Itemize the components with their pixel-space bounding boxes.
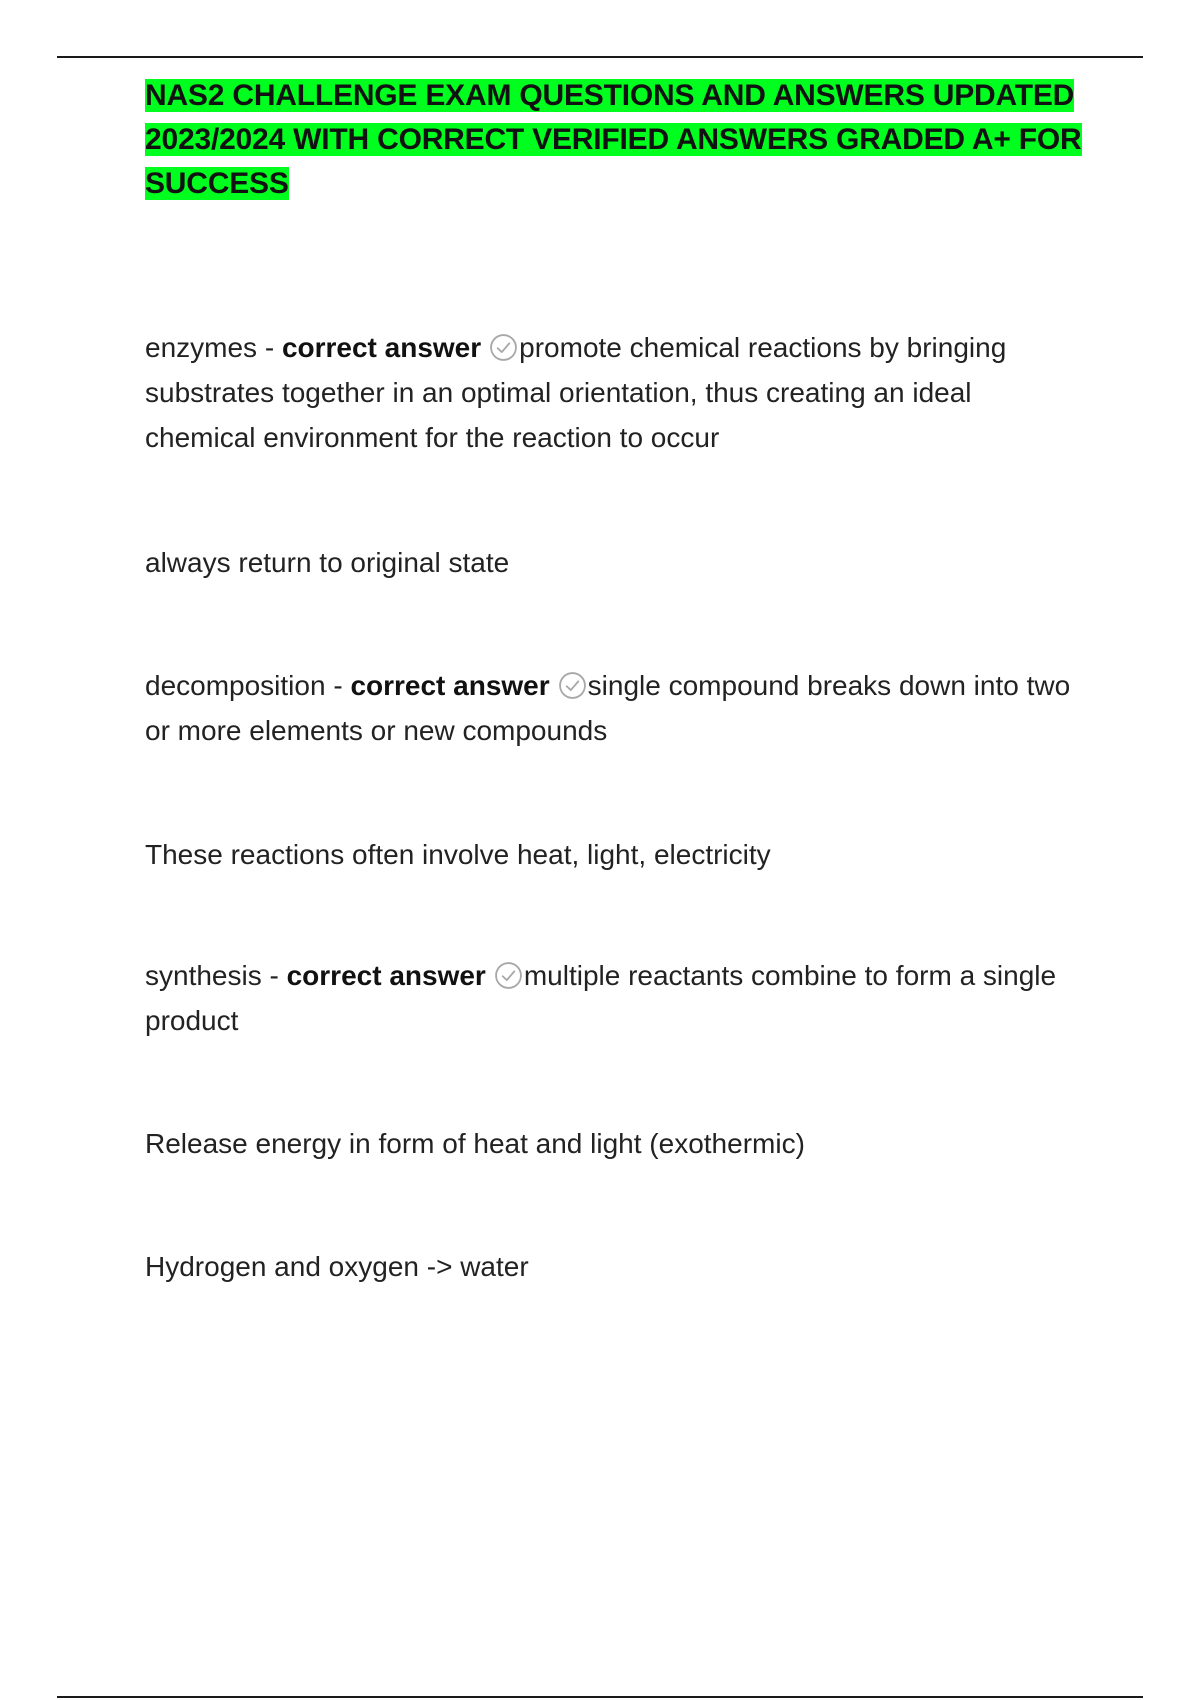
entry-decomposition: [145, 663, 1085, 753]
correct-answer-label: correct answer: [286, 960, 486, 991]
entry-answer: single compound breaks down into two or more elements or new compounds: [145, 670, 1071, 746]
entry-note: These reactions often involve heat, light, electricity: [145, 839, 771, 870]
entry-note: Release energy in form of heat and light (exothermic): [145, 1128, 805, 1159]
entry-note: Hydrogen and oxygen -> water: [145, 1251, 529, 1282]
top-rule: [57, 56, 1143, 58]
entry-synthesis: [145, 953, 1085, 1043]
document-title: [145, 74, 1085, 206]
entry-note: always return to original state: [145, 547, 510, 578]
correct-answer-label: correct answer: [281, 332, 482, 363]
correct-answer-label: correct answer: [350, 670, 550, 701]
entry-answer: promote chemical reactions by bringing substrates together in an optimal orientation, thus creating an ideal chemical environment for the reaction to occur: [145, 332, 1007, 453]
entry-answer: multiple reactants combine to form a single product: [145, 960, 1057, 1036]
check-circle-icon: [489, 333, 518, 362]
entry-enzymes: [145, 325, 1085, 460]
entry-term: synthesis -: [145, 960, 287, 991]
document-title-text: NAS2 CHALLENGE EXAM QUESTIONS AND ANSWERS UPDATED 2023/2024 WITH CORRECT VERIFIED ANSWERS GRADED A+ FOR SUCCESS: [145, 79, 1082, 200]
entry-term: decomposition -: [145, 670, 351, 701]
check-circle-icon: [494, 961, 523, 990]
check-circle-icon: [558, 671, 587, 700]
entry-term: enzymes -: [145, 332, 282, 363]
bottom-rule: [57, 1696, 1143, 1698]
